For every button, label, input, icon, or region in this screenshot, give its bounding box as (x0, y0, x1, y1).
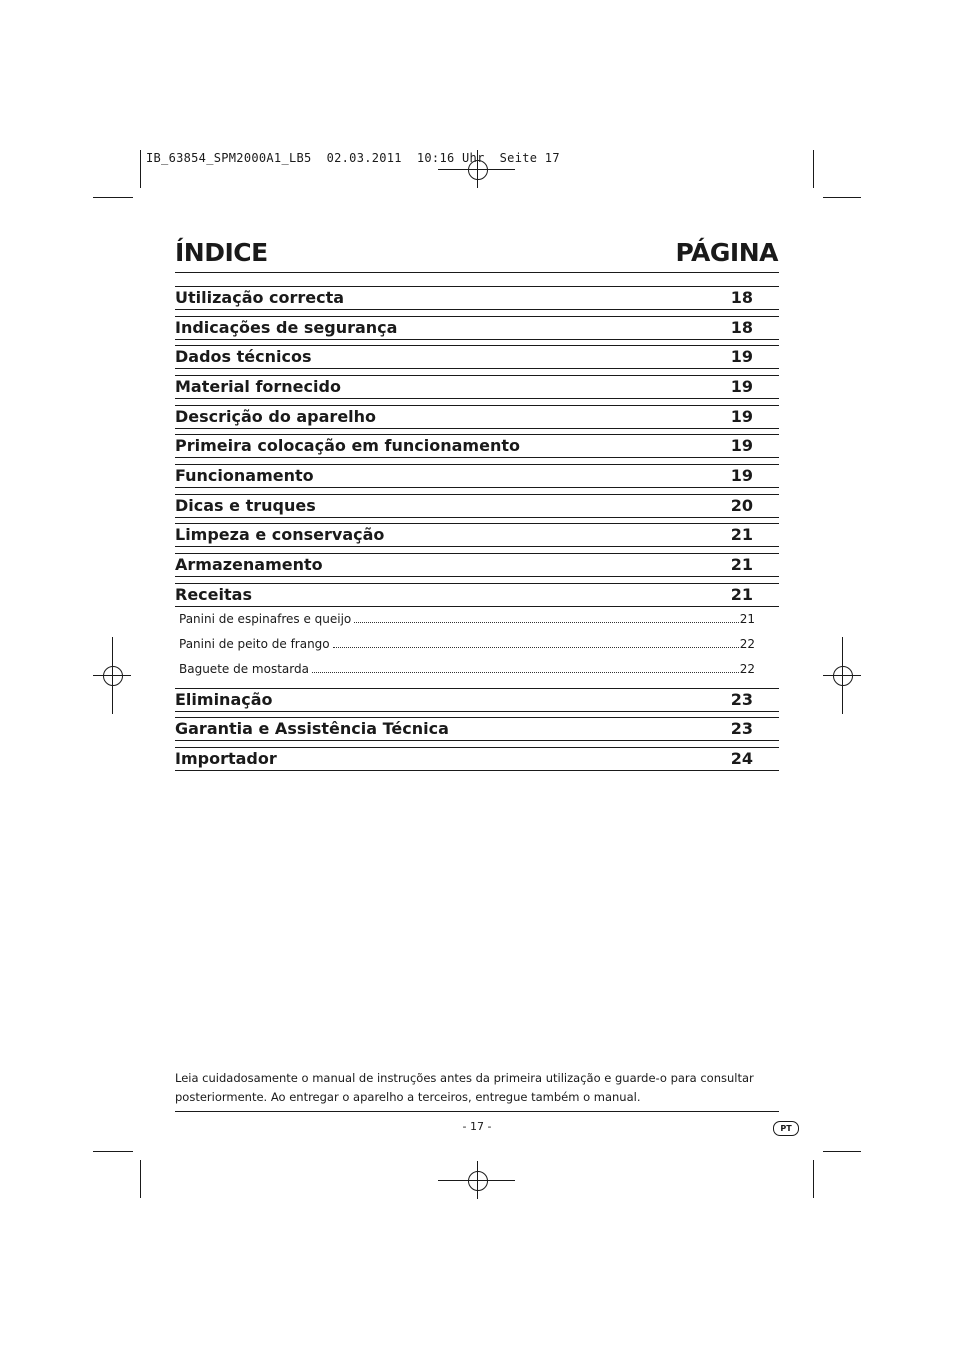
toc-entry-page: 21 (730, 555, 753, 574)
toc-rule-bottom (175, 546, 779, 547)
toc-entry-label: Receitas (175, 585, 252, 604)
toc-subentry-page: 22 (739, 662, 755, 676)
toc-rule-top (175, 345, 779, 346)
toc-rule-top (175, 523, 779, 524)
toc-rule-bottom (175, 517, 779, 518)
toc-entry[interactable] (175, 407, 779, 426)
page-column-title: PÁGINA (675, 238, 778, 267)
toc-subentry-label: Panini de peito de frango (179, 637, 330, 651)
toc-rule-bottom (175, 398, 779, 399)
index-title: ÍNDICE (175, 238, 268, 267)
toc-entry-label: Indicações de segurança (175, 318, 398, 337)
toc-entry-page: 19 (730, 347, 753, 366)
footer-note (175, 1069, 775, 1107)
toc-entry-label: Limpeza e conservação (175, 525, 385, 544)
toc-rule-bottom (175, 711, 779, 712)
toc-subentry[interactable] (179, 612, 755, 626)
toc-rule-bottom (175, 457, 779, 458)
toc-rule-top (175, 747, 779, 748)
toc-rule-bottom (175, 740, 779, 741)
toc-subentry-label: Baguete de mostarda (179, 662, 309, 676)
toc-subentry-page: 21 (739, 612, 755, 626)
toc-entry[interactable] (175, 436, 779, 455)
leader-dots (333, 647, 739, 648)
toc-entry-page: 23 (730, 690, 753, 709)
toc-rule-bottom (175, 309, 779, 310)
toc-entry-label: Descrição do aparelho (175, 407, 377, 426)
language-badge: PT (773, 1121, 799, 1136)
toc-rule-bottom (175, 339, 779, 340)
footer-line-1: Leia cuidadosamente o manual de instruções antes da primeira utilização e guarde-o para consultar (175, 1071, 754, 1085)
toc-entry-label: Armazenamento (175, 555, 323, 574)
toc-entry[interactable] (175, 377, 779, 396)
page-number: - 17 - (462, 1120, 492, 1133)
toc-entry[interactable] (175, 749, 779, 768)
toc-rule-top (175, 375, 779, 376)
toc-subentry[interactable] (179, 662, 755, 676)
toc-entry-page: 24 (730, 749, 753, 768)
toc-rule-top (175, 553, 779, 554)
toc-rule-bottom (175, 770, 779, 771)
toc-entry-label: Material fornecido (175, 377, 341, 396)
toc-subentry-page: 22 (739, 637, 755, 651)
toc-entry-page: 21 (730, 525, 753, 544)
toc-entry-label: Eliminação (175, 690, 273, 709)
print-slug-line: IB_63854_SPM2000A1_LB5 02.03.2011 10:16 Uhr Seite 17 (146, 151, 560, 165)
toc-entry-label: Utilização correcta (175, 288, 345, 307)
toc-rule-top (175, 583, 779, 584)
toc-entry[interactable] (175, 466, 779, 485)
toc-entry-page: 19 (730, 377, 753, 396)
toc-subentry[interactable] (179, 637, 755, 651)
toc-rule-top (175, 688, 779, 689)
toc-entry-page: 20 (730, 496, 753, 515)
toc-rule-bottom (175, 606, 779, 607)
toc-entry-page: 21 (730, 585, 753, 604)
toc-rule-bottom (175, 368, 779, 369)
toc-entry[interactable] (175, 525, 779, 544)
toc-entry[interactable] (175, 719, 779, 738)
footer-line-2: posteriormente. Ao entregar o aparelho a terceiros, entregue também o manual. (175, 1090, 641, 1104)
toc-rule-top (175, 717, 779, 718)
toc-rule-bottom (175, 576, 779, 577)
toc-rule-bottom (175, 487, 779, 488)
leader-dots (354, 622, 738, 623)
toc-entry-page: 19 (730, 436, 753, 455)
toc-entry[interactable] (175, 347, 779, 366)
toc-entry[interactable] (175, 288, 779, 307)
toc-entry[interactable] (175, 585, 779, 604)
toc-rule-top (175, 405, 779, 406)
toc-entry-label: Dados técnicos (175, 347, 312, 366)
toc-entry[interactable] (175, 555, 779, 574)
toc-rule-top (175, 464, 779, 465)
toc-entry[interactable] (175, 318, 779, 337)
toc-entry-label: Funcionamento (175, 466, 314, 485)
toc-rule-top (175, 494, 779, 495)
toc-entry-page: 19 (730, 466, 753, 485)
toc-rule-top (175, 286, 779, 287)
toc-entry-label: Dicas e truques (175, 496, 316, 515)
toc-entry-label: Garantia e Assistência Técnica (175, 719, 449, 738)
toc-entry[interactable] (175, 690, 779, 709)
toc-rule-top (175, 434, 779, 435)
toc-subentry-label: Panini de espinafres e queijo (179, 612, 352, 626)
footer-rule (175, 1111, 779, 1112)
toc-entry-page: 18 (730, 288, 753, 307)
toc-entry-label: Importador (175, 749, 277, 768)
toc-entry-page: 18 (730, 318, 753, 337)
toc-entry[interactable] (175, 496, 779, 515)
header-rule (175, 272, 779, 273)
toc-entry-page: 19 (730, 407, 753, 426)
toc-entry-label: Primeira colocação em funcionamento (175, 436, 520, 455)
toc-rule-bottom (175, 428, 779, 429)
toc-rule-top (175, 316, 779, 317)
leader-dots (312, 672, 739, 673)
toc-entry-page: 23 (730, 719, 753, 738)
